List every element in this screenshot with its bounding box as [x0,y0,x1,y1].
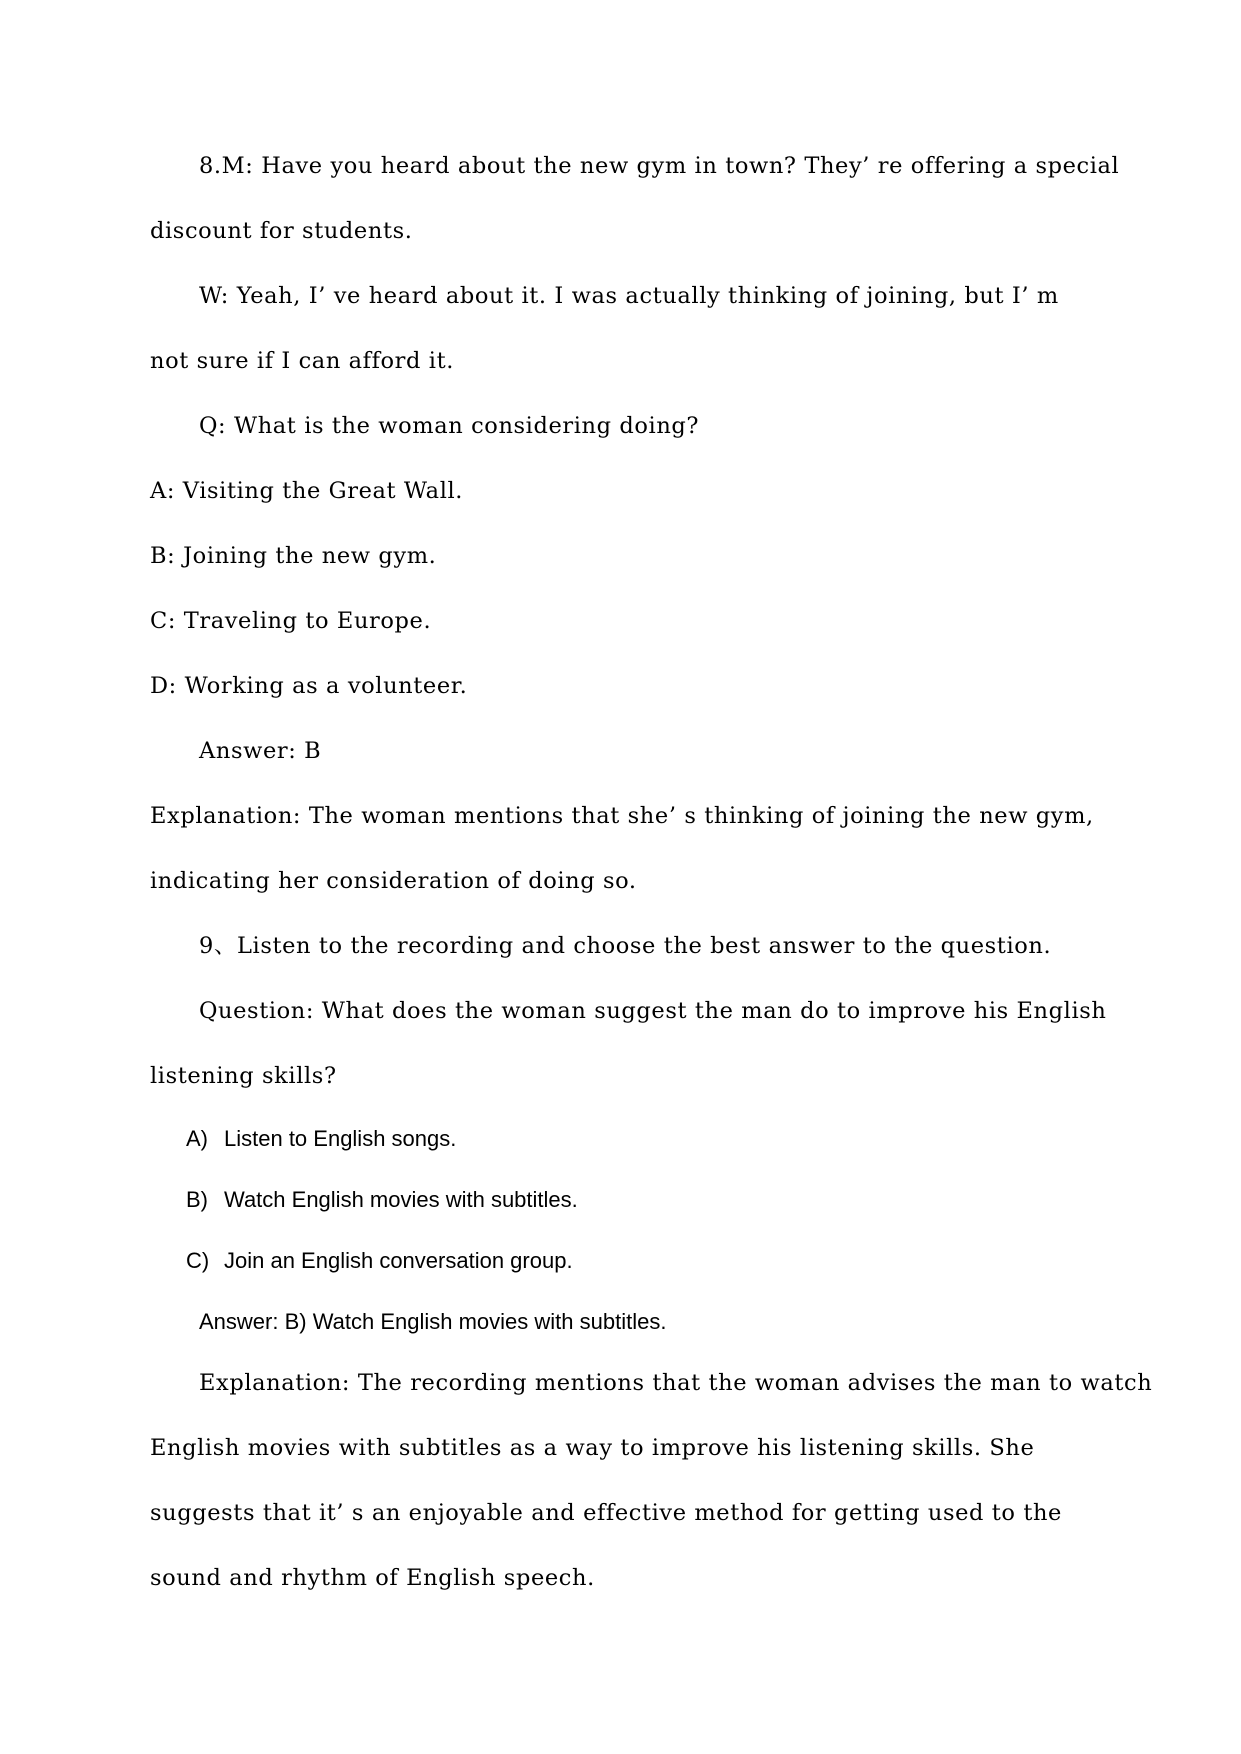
q9-option-c-text: Join an English conversation group. [224,1248,573,1273]
q9-option-a-text: Listen to English songs. [224,1126,457,1151]
q9-option-a [186,1124,456,1154]
q8-question: Q: What is the woman considering doing? [199,413,700,439]
q9-explanation-line-3: suggests that it’ s an enjoyable and effective method for getting used to the [150,1500,1062,1526]
q8-explanation-line-1: Explanation: The woman mentions that she’ s thinking of joining the new gym, [150,803,1094,829]
q8-man-line-2: discount for students. [150,218,413,244]
q9-explanation-line-2: English movies with subtitles as a way to improve his listening skills. She [150,1435,1035,1461]
q9-explanation-line-1: Explanation: The recording mentions that the woman advises the man to watch [199,1370,1153,1396]
q8-explanation-line-2: indicating her consideration of doing so. [150,868,637,894]
q8-option-a: A: Visiting the Great Wall. [150,478,464,504]
q8-woman-line-1: W: Yeah, I’ ve heard about it. I was actually thinking of joining, but I’ m [199,283,1059,309]
q9-answer: Answer: B) Watch English movies with subtitles. [199,1309,667,1334]
q9-option-b-letter: B) [186,1187,208,1212]
q8-man-line-1: 8.M: Have you heard about the new gym in town? They’ re offering a special [199,153,1120,179]
q8-option-c: C: Traveling to Europe. [150,608,432,634]
q8-answer: Answer: B [199,738,322,764]
q8-option-b: B: Joining the new gym. [150,543,437,569]
q9-option-b [186,1185,578,1215]
q9-explanation-line-4: sound and rhythm of English speech. [150,1565,595,1591]
q9-option-c-letter: C) [186,1248,210,1273]
q9-question-line-2: listening skills? [150,1063,337,1089]
q9-instruction: 9、Listen to the recording and choose the best answer to the question. [199,933,1052,959]
q8-woman-line-2: not sure if I can afford it. [150,348,454,374]
q9-option-c [186,1246,573,1276]
q8-option-d: D: Working as a volunteer. [150,673,468,699]
q9-option-b-text: Watch English movies with subtitles. [224,1187,578,1212]
q9-option-a-letter: A) [186,1126,208,1151]
q9-question-line-1: Question: What does the woman suggest the man do to improve his English [199,998,1107,1024]
